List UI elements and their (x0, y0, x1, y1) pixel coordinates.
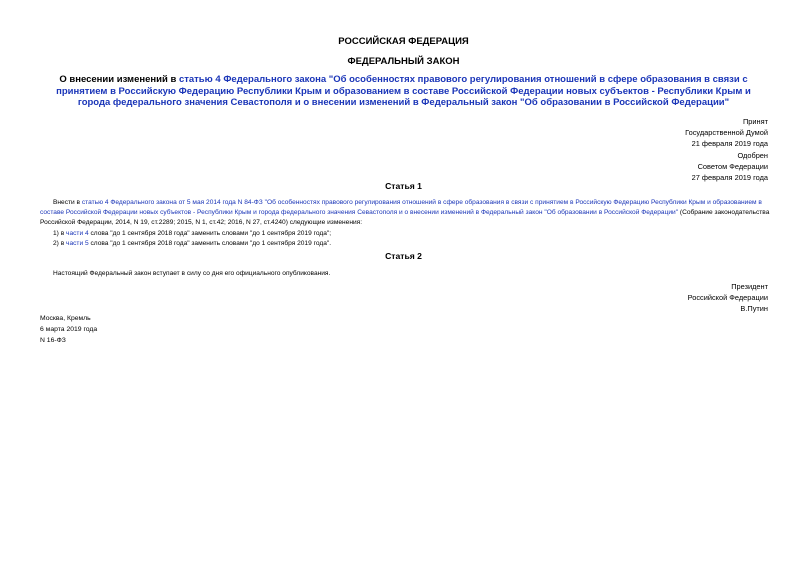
country-heading: РОССИЙСКАЯ ФЕДЕРАЦИЯ (338, 36, 469, 47)
place-date-block (40, 313, 97, 346)
item-2-link[interactable]: части 5 (66, 240, 89, 247)
article-1-intro (40, 198, 770, 228)
signature-line-3: В.Путин (740, 304, 768, 314)
adoption-line-1: Принят (742, 117, 768, 126)
article-1-item-2 (53, 239, 331, 249)
signature-line-2: Российской Федерации (687, 293, 768, 303)
article-1-intro-prefix: Внести в (53, 199, 82, 206)
item-2-suffix: слова "до 1 сентября 2018 года" заменить словами "до 1 сентября 2019 года". (88, 240, 332, 247)
article-2-heading: Статья 2 (385, 251, 422, 261)
law-title (40, 74, 767, 109)
item-1-prefix: 1) в (53, 230, 67, 237)
signature-line-1: Президент (731, 282, 768, 291)
article-1-intro-suffix: (Собрание законодательства Российской Федерации, 2014, N 19, ст.2289; 2015, N 1, ст.42; 2016, N 27, ст.4240) следующие изменения: (40, 209, 770, 226)
article-1-heading: Статья 1 (385, 181, 422, 191)
law-title-link[interactable]: статью 4 Федерального закона "Об особенностях правового регулирования отношений в сфере образования в связи с принятием в Российскую Федерацию Республики Крым и образованием в составе Российской Федерации новых субъектов - Республики Крым и города федерального значения Севастополя и о внесении изменений в Федеральный закон "Об образовании в Российской Федерации" (56, 74, 751, 108)
adoption-line-5: Советом Федерации (697, 161, 768, 171)
article-1-item-1 (53, 229, 331, 239)
adoption-line-3: 21 февраля 2019 года (691, 139, 768, 149)
date-line: 6 марта 2019 года (40, 326, 98, 333)
article-2-text: Настоящий Федеральный закон вступает в силу со дня его официального опубликования. (53, 270, 331, 277)
item-1-link[interactable]: части 4 (66, 230, 89, 237)
adoption-block (685, 116, 768, 183)
item-2-prefix: 2) в (53, 240, 67, 247)
document-type-heading: ФЕДЕРАЛЬНЫЙ ЗАКОН (347, 56, 460, 67)
signature-block (688, 281, 768, 315)
adoption-line-6: 27 февраля 2019 года (691, 173, 768, 183)
item-1-suffix: слова "до 1 сентября 2018 года" заменить словами "до 1 сентября 2019 года"; (88, 230, 332, 237)
law-number-line: N 16-ФЗ (40, 337, 66, 344)
law-title-prefix: О внесении изменений в (59, 74, 179, 85)
adoption-line-4: Одобрен (737, 150, 768, 160)
place-line: Москва, Кремль (40, 315, 91, 322)
adoption-line-2: Государственной Думой (685, 128, 768, 138)
article-1-intro-link[interactable]: статью 4 Федерального закона от 5 мая 2014 года N 84-ФЗ "Об особенностях правового регулирования отношений в сфере образования в связи с принятием в Российскую Федерацию Республики Крым и образованием в составе Российской Федерации новых субъектов - Республики Крым и города федерального значения Севастополя и о внесении изменений в Федеральный закон "Об образовании в Российской Федерации" (40, 199, 762, 216)
